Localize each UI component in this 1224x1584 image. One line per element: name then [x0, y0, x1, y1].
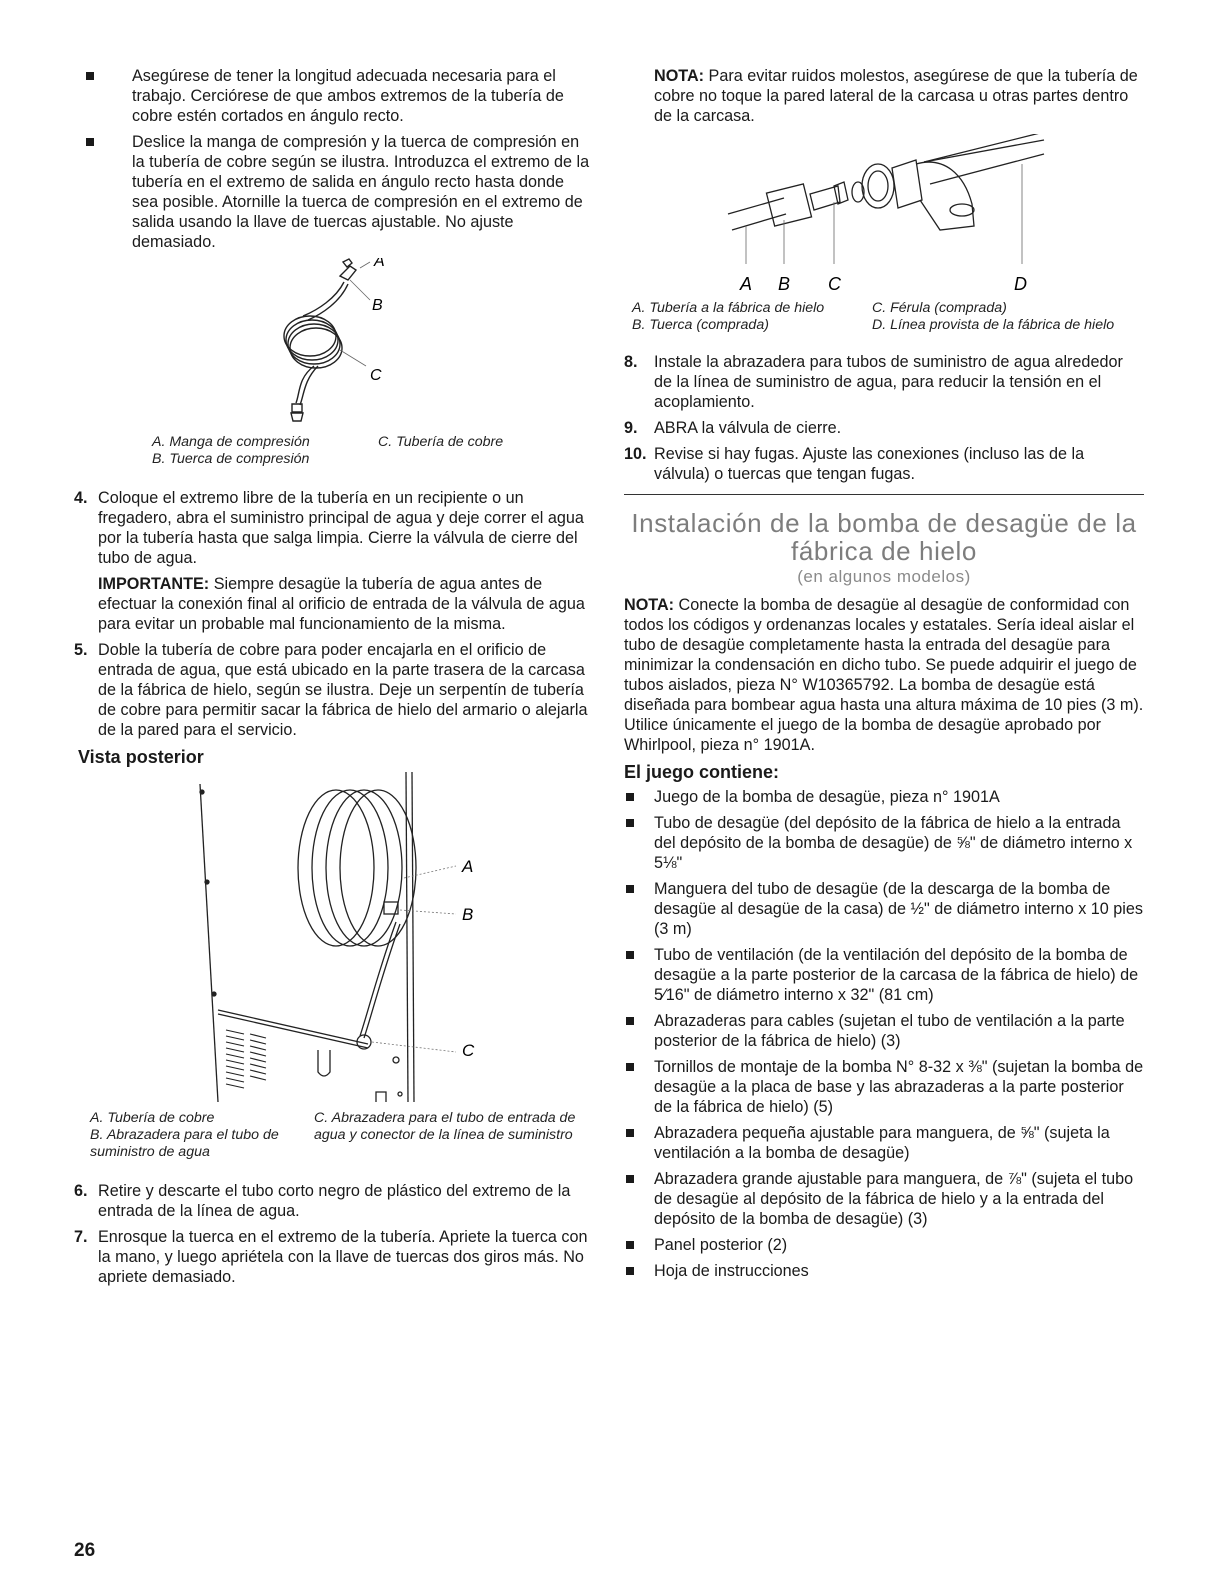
bullet-square-icon — [626, 1129, 634, 1137]
bullet-square-icon — [626, 1175, 634, 1183]
fig1-label-a: A — [374, 258, 385, 270]
rear-view-figure — [78, 772, 590, 1112]
kit-item-text: Tornillos de montaje de la bomba N° 8-32 x ⅜" (sujetan la bomba de desagüe a la placa de base y las abrazaderas a la parte posterior de la fábrica de hielo) (5) — [654, 1058, 1144, 1116]
list-item — [78, 132, 590, 252]
step-number: 10. — [624, 445, 647, 463]
important-label: IMPORTANTE: — [98, 575, 210, 593]
bullet-square-icon — [626, 793, 634, 801]
fig2-caption-a: A. Tubería de cobre — [90, 1110, 215, 1126]
bullet-square-icon — [626, 1017, 634, 1025]
fig2-label-b: B — [462, 905, 474, 924]
list-item — [624, 813, 1144, 873]
step-4 — [74, 488, 590, 634]
section-title — [624, 509, 1144, 565]
tube-connection-illustration — [624, 134, 1144, 298]
list-item — [624, 1235, 1144, 1255]
bullet-square-icon — [626, 1063, 634, 1071]
fig1-label-c: C — [370, 367, 382, 384]
step-9 — [624, 418, 1144, 438]
list-item — [624, 1169, 1144, 1229]
bullet-square-icon — [626, 951, 634, 959]
list-item — [624, 945, 1144, 1005]
rear-view-heading: Vista posterior — [78, 747, 204, 767]
important-note — [98, 574, 590, 634]
left-column — [74, 66, 590, 1293]
fig3-label-c: C — [828, 274, 841, 294]
fig2-label-c: C — [462, 1041, 475, 1060]
fig3-caption-d: D. Línea provista de la fábrica de hielo — [872, 317, 1115, 333]
note-text: Para evitar ruidos molestos, asegúrese de que la tubería de cobre no toque la pared lateral de la carcasa u otras partes dentro de la carcasa. — [654, 67, 1138, 125]
step-number: 4. — [74, 489, 88, 507]
step-number: 9. — [624, 419, 638, 437]
fig3-caption-a: A. Tubería a la fábrica de hielo — [632, 300, 825, 316]
step-7 — [74, 1227, 590, 1287]
list-item — [624, 1057, 1144, 1117]
kit-item-text: Tubo de desagüe (del depósito de la fábrica de hielo a la entrada del depósito de la bomba de desagüe) de ⅝" de diámetro interno x 5⅛" — [654, 814, 1133, 872]
list-item — [624, 1261, 1144, 1281]
note2-label: NOTA: — [624, 596, 675, 614]
kit-item-text: Juego de la bomba de desagüe, pieza n° 1901A — [654, 788, 1000, 806]
step-number: 5. — [74, 641, 88, 659]
step-text: ABRA la válvula de cierre. — [654, 419, 842, 437]
fig3-label-b: B — [778, 274, 791, 294]
bullet-square-icon — [86, 138, 94, 146]
kit-heading: El juego contiene: — [624, 762, 780, 782]
step-number: 6. — [74, 1182, 88, 1200]
section-title-line1: Instalación de la bomba de desagüe de la — [631, 508, 1137, 538]
step-10 — [624, 444, 1144, 484]
tube-connection-figure — [624, 134, 1144, 298]
bullet-square-icon — [626, 1241, 634, 1249]
bullet-square-icon — [626, 1267, 634, 1275]
note-paragraph — [624, 66, 1144, 126]
right-column — [624, 66, 1144, 1287]
note2-text: Conecte la bomba de desagüe al desagüe de conformidad con todos los códigos y ordenanzas locales y estatales. Sería ideal aislar el tubo de desagüe completamente hasta la entrada del desagüe para minimizar la condensación en dicho tubo. Se puede adquirir el juego de tubos aislados, pieza N° W10365792. La bomba de desagüe está diseñada para bombear agua hasta una altura máxima de 10 pies (3 m). Utilice únicamente el juego de la bomba de desagüe aprobado por Whirlpool, pieza n° 1901A. — [624, 596, 1144, 754]
fig2-label-a: A — [462, 857, 474, 876]
list-item — [624, 879, 1144, 939]
fig2-caption-b: B. Abrazadera para el tubo de suministro de agua — [90, 1127, 279, 1160]
note-label: NOTA: — [654, 67, 705, 85]
fig1-caption-a: A. Manga de compresión — [152, 434, 310, 450]
section-divider — [624, 494, 1144, 495]
rear-view-illustration — [78, 772, 590, 1112]
step-number: 7. — [74, 1228, 88, 1246]
fig1-label-b: B — [372, 297, 383, 314]
kit-item-text: Abrazadera grande ajustable para manguera, de ⅞" (sujeta el tubo de desagüe al depósito de la fábrica de hielo y a la entrada del depósito de la bomba de desagüe) (3) — [654, 1170, 1134, 1228]
kit-list — [624, 787, 1144, 1281]
fig3-captions — [632, 300, 1144, 334]
section-subtitle: (en algunos modelos) — [797, 567, 971, 586]
fig1-caption-c: C. Tubería de cobre — [378, 434, 504, 450]
kit-item-text: Panel posterior (2) — [654, 1236, 788, 1254]
step-6 — [74, 1181, 590, 1221]
step-5 — [74, 640, 590, 740]
page-number: 26 — [74, 1540, 96, 1561]
list-item — [624, 1123, 1144, 1163]
bullet-square-icon — [626, 885, 634, 893]
fig3-label-d: D — [1014, 274, 1027, 294]
fig2-captions-col1 — [90, 1110, 314, 1161]
step-text: Instale la abrazadera para tubos de suministro de agua alrededor de la línea de suministro de agua, para reducir la tensión en el acoplamiento. — [654, 353, 1123, 411]
bullet-square-icon — [626, 819, 634, 827]
note2-paragraph — [624, 595, 1144, 755]
kit-item-text: Hoja de instrucciones — [654, 1262, 809, 1280]
fig2-caption-c: C. Abrazadera para el tubo de entrada de agua y conector de la línea de suministro — [314, 1110, 576, 1143]
steps-8-10 — [624, 352, 1144, 484]
bullet-square-icon — [86, 72, 94, 80]
step-text: Revise si hay fugas. Ajuste las conexiones (incluso las de la válvula) o tuercas que tengan fugas. — [654, 445, 1085, 483]
step-text: Retire y descarte el tubo corto negro de plástico del extremo de la entrada de la línea de agua. — [98, 1182, 571, 1220]
fig2-captions — [90, 1110, 590, 1161]
fig3-label-a: A — [740, 274, 753, 294]
step-text: Enrosque la tuerca en el extremo de la tubería. Apriete la tuerca con la mano, y luego apriétela con la llave de tuercas dos giros más. No apriete demasiado. — [98, 1228, 588, 1286]
step-8 — [624, 352, 1144, 412]
step-number: 8. — [624, 353, 638, 371]
fig1-captions — [152, 434, 532, 468]
bullet-text: Deslice la manga de compresión y la tuerca de compresión en la tubería de cobre según se ilustra. Introduzca el extremo de la tubería en el extremo de salida en ángulo recto hasta donde sea posible. Atornille la tuerca de compresión en el extremo de salida usando la llave de tuercas ajustable. No ajuste demasiado. — [132, 133, 590, 251]
coiled-tubing-figure — [78, 258, 590, 430]
kit-item-text: Abrazadera pequeña ajustable para manguera, de ⅝" (sujeta la ventilación a la bomba de desagüe) — [654, 1124, 1110, 1162]
kit-item-text: Abrazaderas para cables (sujetan el tubo de ventilación a la parte posterior de la fábrica de hielo) (3) — [654, 1012, 1125, 1050]
kit-item-text: Manguera del tubo de desagüe (de la descarga de la bomba de desagüe al desagüe de la casa) de ½" de diámetro interno x 10 pies (3 m) — [654, 880, 1144, 938]
list-item — [78, 66, 590, 126]
list-item — [624, 1011, 1144, 1051]
fig3-caption-b: B. Tuerca (comprada) — [632, 317, 769, 333]
fig1-caption-b: B. Tuerca de compresión — [152, 451, 310, 467]
kit-item-text: Tubo de ventilación (de la ventilación del depósito de la bomba de desagüe a la parte posterior de la carcasa de la fábrica de hielo) de 5⁄16" de diámetro interno x 32" (81 cm) — [654, 946, 1139, 1004]
list-item — [624, 787, 1144, 807]
section-title-line2: fábrica de hielo — [791, 536, 977, 566]
bullet-text: Asegúrese de tener la longitud adecuada necesaria para el trabajo. Cerciórese de que ambos extremos de la tubería de cobre estén cortados en ángulo recto. — [132, 67, 564, 125]
step-text: Coloque el extremo libre de la tubería en un recipiente o un fregadero, abra el suministro principal de agua y deje correr el agua por la tubería hasta que salga limpia. Cierre la válvula de cierre del tubo de agua. — [98, 489, 584, 567]
intro-bullet-list — [78, 66, 590, 252]
steps-4-5 — [74, 488, 590, 740]
coiled-tubing-illustration — [78, 258, 590, 430]
steps-6-7 — [74, 1181, 590, 1287]
important-text: Siempre desagüe la tubería de agua antes de efectuar la conexión final al orificio de entrada de la válvula de agua para evitar un probable mal funcionamiento de la misma. — [98, 575, 585, 633]
step-text: Doble la tubería de cobre para poder encajarla en el orificio de entrada de agua, que está ubicado en la parte trasera de la carcasa de la fábrica de hielo, según se ilustra. Deje un serpentín de tubería de cobre para permitir sacar la fábrica de hielo del armario o alejarla de la pared para el servicio. — [98, 641, 588, 739]
fig3-caption-c: C. Férula (comprada) — [872, 300, 1007, 316]
